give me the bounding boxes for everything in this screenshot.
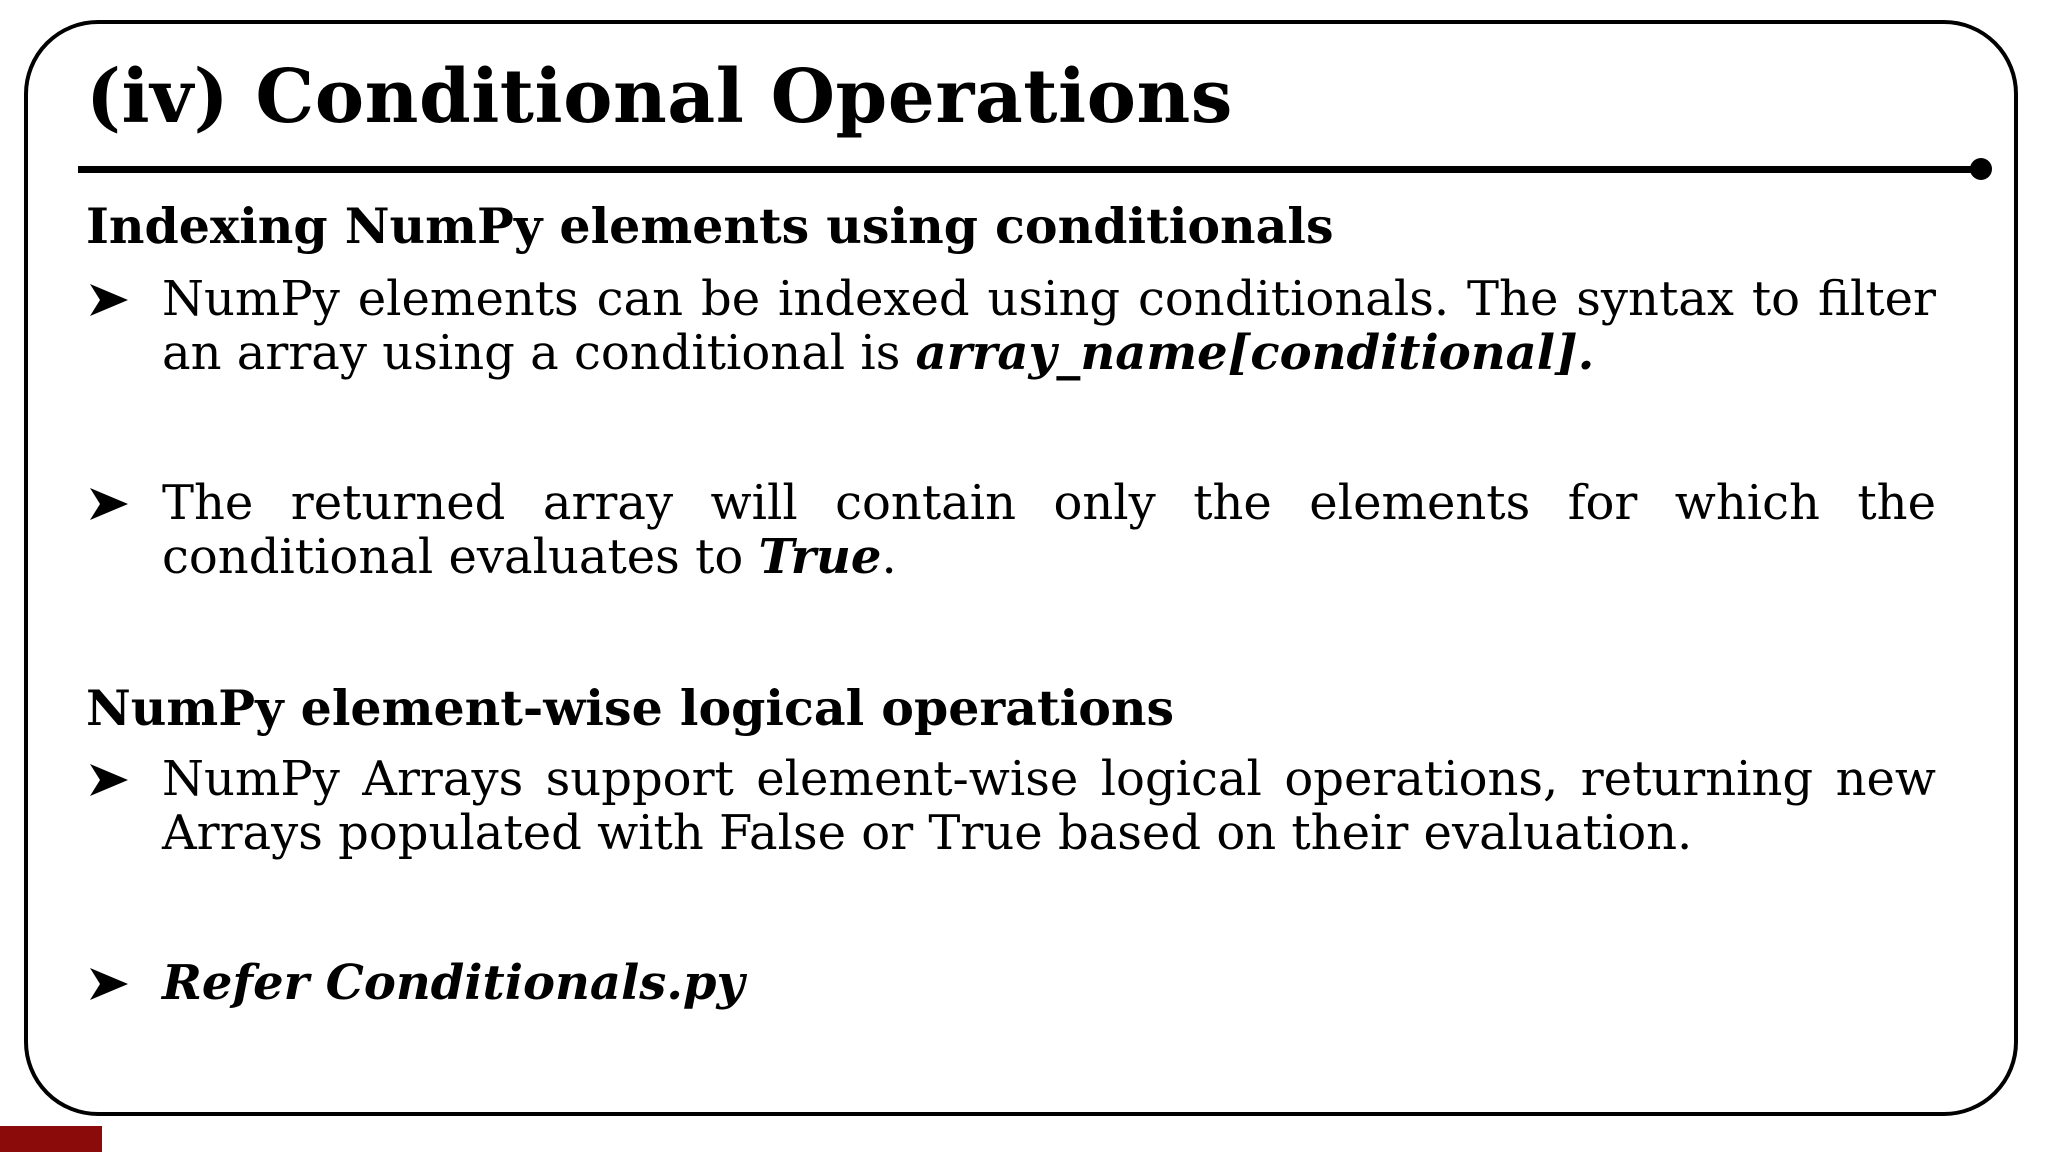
bullet-item-refer-file [86,956,1936,1010]
bullet-text [162,272,1936,380]
title-divider [78,166,1982,173]
bullet-text: NumPy Arrays support element-wise logical operations, returning new Arrays populated with False or True based on their evaluation. [162,751,1936,861]
refer-file-emphasis: Refer Conditionals.py [162,955,745,1011]
bullet-text [162,956,1936,1010]
arrowhead-bullet-icon [86,280,134,320]
footer-color-tab [0,1126,102,1152]
bullet-text-line-2 [162,530,1936,584]
syntax-emphasis: array_name[conditional]. [915,325,1595,381]
bullet-item-returned-array [86,476,1936,584]
arrowhead-bullet-icon [86,484,134,524]
bullet-text-suffix: . [881,529,897,585]
arrowhead-bullet-icon [86,964,134,1004]
section-heading-logical-operations: NumPy element-wise logical operations [86,679,1175,737]
bullet-text-line-1: The returned array will contain only the elements for which the [162,475,1936,531]
true-emphasis: True [758,529,882,585]
bullet-text-line-2-prefix: conditional evaluates to [162,529,759,585]
bullet-text [162,476,1936,584]
bullet-item-logical-operations [86,752,1936,860]
arrowhead-bullet-icon [86,760,134,800]
section-heading-indexing: Indexing NumPy elements using conditionals [86,197,1334,255]
bullet-item-indexing-syntax [86,272,1936,380]
divider-end-dot [1970,158,1992,180]
bullet-text-body: NumPy elements can be indexed using conditionals. The syntax to filter an array using a conditional is [162,271,1936,381]
slide-title: (iv) Conditional Operations [86,54,1233,140]
